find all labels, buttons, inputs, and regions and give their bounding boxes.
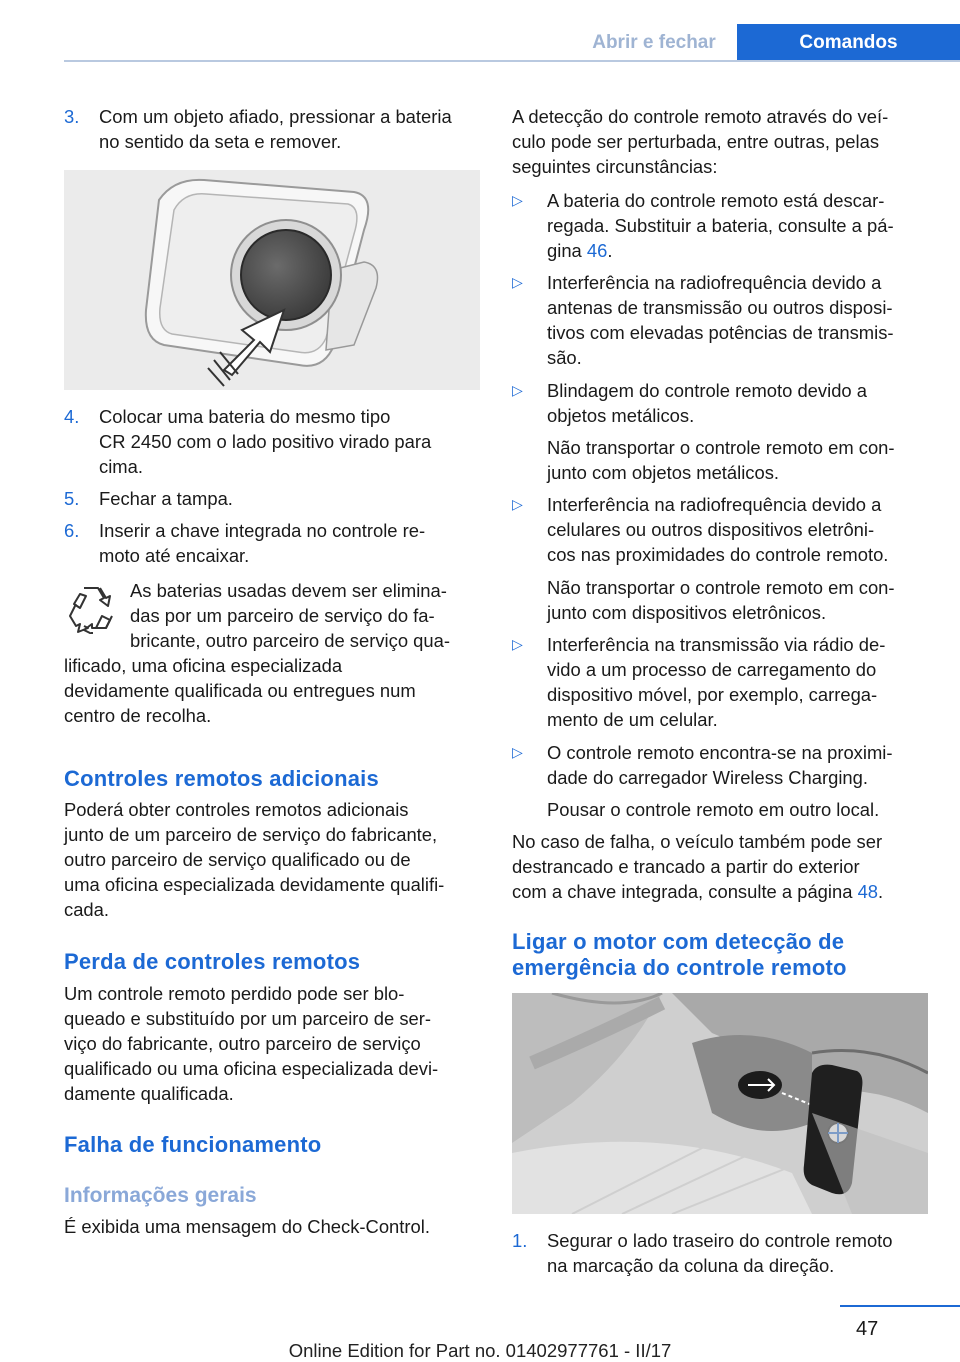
step-3-text: Com um objeto afiado, pressionar a bateria no sentido da seta e remover. xyxy=(99,106,452,152)
recycling-note-indented: As baterias usadas devem ser elimina‐ das por um parceiro de serviço do fa‐ bricante, outro parceiro de serviço qua‐ xyxy=(130,580,450,651)
bullet-triangle-icon: ▷ xyxy=(512,274,523,290)
step-6-text: Inserir a chave integrada no controle re‐ moto até encaixar. xyxy=(99,520,426,566)
heading-malfunction: Falha de funcionamento xyxy=(64,1132,322,1157)
footer-edition: Online Edition for Part no. 01402977761 - II/17 xyxy=(288,1340,672,1361)
page-link-48[interactable]: 48 xyxy=(857,881,879,902)
step-4-text: Colocar uma bateria do mesmo tipo CR 2450 com o lado positivo virado para cima. xyxy=(99,406,432,477)
step-number: 5. xyxy=(64,488,80,509)
step-number: 4. xyxy=(64,406,80,427)
bullet-metal-shielding: Blindagem do controle remoto devido a objetos metálicos. xyxy=(547,380,867,426)
bullet-wireless-charging: O controle remoto encontra-se na proximi‐ dade do carregador Wireless Charging. xyxy=(547,742,893,788)
heading-additional-remotes: Controles remotos adicionais xyxy=(64,766,379,791)
bullet-wireless-charging-note: Pousar o controle remoto em outro local. xyxy=(547,799,880,820)
step-number: 3. xyxy=(64,106,80,127)
bullet-triangle-icon: ▷ xyxy=(512,744,523,760)
general-info-text: É exibida uma mensagem do Check-Control. xyxy=(64,1216,430,1237)
recycling-note-continued: lificado, uma oficina especializada devidamente qualificada ou entregues num centro de recolha. xyxy=(64,655,416,726)
step-5-text: Fechar a tampa. xyxy=(99,488,233,509)
loss-of-remotes-text: Um controle remoto perdido pode ser blo‐ queado e substituído por um parceiro de ser‐ viço do fabricante, outro parceiro de serviço qualificado ou uma oficina especializada devi‐ damente qualificada. xyxy=(64,983,439,1104)
bullet-antenna-interference: Interferência na radiofrequência devido a antenas de transmissão ou outros disposi‐ tivos com elevadas potências de transmis‐ são. xyxy=(547,272,894,368)
steering-column-illustration xyxy=(512,993,928,1214)
step-number: 6. xyxy=(64,520,80,541)
footer-rule xyxy=(840,1305,960,1307)
heading-loss-of-remotes: Perda de controles remotos xyxy=(64,949,361,974)
key-fob-battery-illustration xyxy=(64,170,480,390)
step-number: 1. xyxy=(512,1230,528,1251)
header-chapter-tab[interactable]: Comandos xyxy=(737,24,960,62)
bullet-triangle-icon: ▷ xyxy=(512,496,523,512)
page-link-46[interactable]: 46 xyxy=(586,240,608,261)
recycling-icon xyxy=(66,582,116,634)
heading-emergency-start: Ligar o motor com detecção de emergência do controle remoto xyxy=(512,929,847,980)
bullet-triangle-icon: ▷ xyxy=(512,382,523,398)
figure-battery-removal xyxy=(64,170,480,390)
heading-general-info: Informações gerais xyxy=(64,1184,257,1207)
page-number: 47 xyxy=(856,1318,879,1340)
bullet-phone-interference-note: Não transportar o controle remoto em con‐ junto com dispositivos eletrônicos. xyxy=(547,577,895,623)
bullet-phone-interference: Interferência na radiofrequência devido a celulares ou outros dispositivos eletrôni‐ cos nas proximidades do controle remoto. xyxy=(547,494,889,565)
additional-remotes-text: Poderá obter controles remotos adicionais junto de um parceiro de serviço do fabricante, outro parceiro de serviço qualificado ou de uma oficina especializada devidamente qualifi‐ cada. xyxy=(64,799,445,920)
header-section-tab[interactable]: Abrir e fechar xyxy=(592,32,716,53)
bullet-battery-empty: A bateria do controle remoto está descar‐ regada. Substituir a bateria, consulte a pá‐ gina 46. xyxy=(547,190,894,261)
bullet-triangle-icon: ▷ xyxy=(512,192,523,208)
bullet-charging-interference: Interferência na transmissão via rádio de‐ vido a um processo de carregamento do dispositivo móvel, por exemplo, carrega‐ mento de um celular. xyxy=(547,634,886,730)
failure-text: No caso de falha, o veículo também pode ser destrancado e trancado a partir do exterior com a chave integrada, consulte a página 48. xyxy=(512,831,884,902)
figure-steering-column xyxy=(512,993,928,1214)
bullet-metal-shielding-note: Não transportar o controle remoto em con‐ junto com objetos metálicos. xyxy=(547,437,895,483)
bullet-triangle-icon: ▷ xyxy=(512,636,523,652)
step-1-text: Segurar o lado traseiro do controle remoto na marcação da coluna da direção. xyxy=(547,1230,893,1276)
detection-intro: A detecção do controle remoto através do veí‐ culo pode ser perturbada, entre outras, pelas seguintes circunstâncias: xyxy=(512,106,889,177)
header-rule xyxy=(64,60,960,62)
